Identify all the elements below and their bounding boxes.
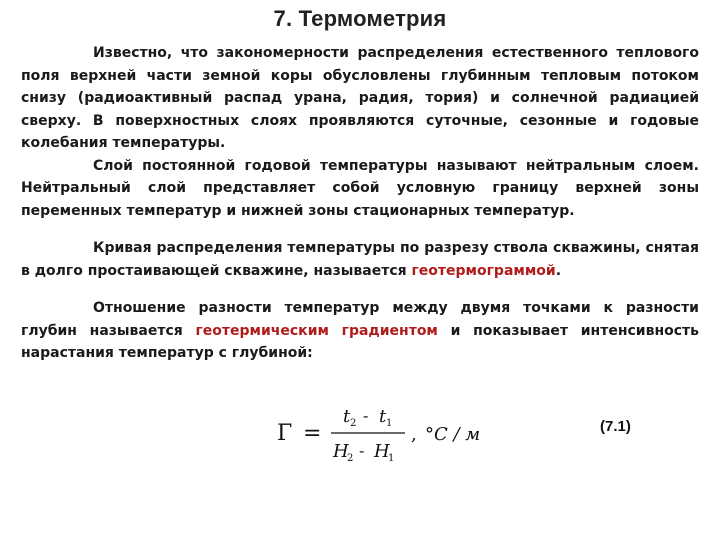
paragraph-text: и показывает интенсивность нарастания температур с глубиной: bbox=[21, 322, 700, 361]
paragraph-text: . bbox=[555, 262, 562, 279]
paragraph-neutral-layer: Слой постоянной годовой температуры называют нейтральным слоем. Нейтральный слой представляет собой условную границу верхней зоны переменных температур и нижней зоны стационарных температур. bbox=[21, 157, 699, 219]
page-title: 7. Термометрия bbox=[273, 6, 447, 31]
paragraph-geothermogram bbox=[21, 237, 699, 282]
formula-num-t2: t bbox=[343, 406, 351, 427]
formula-num-t1: t bbox=[379, 406, 387, 427]
formula-gamma: Γ bbox=[277, 421, 293, 446]
formula-number: (7.1) bbox=[600, 418, 631, 435]
formula-num-t2-sub: 2 bbox=[350, 418, 357, 429]
formula-den-h1: H bbox=[374, 441, 390, 462]
formula-equals: = bbox=[303, 421, 322, 446]
main-text bbox=[21, 42, 699, 365]
formula-den-h2: H bbox=[333, 441, 349, 462]
formula-den-h2-sub: 2 bbox=[347, 453, 354, 464]
paragraph-heat-field: Известно, что закономерности распределения естественного теплового поля верхней части земной коры обусловлены глубинным тепловым потоком снизу (радиоактивный распад урана, радия, тория) и солнечной радиацией сверху. В поверхностных слоях проявляются суточные, сезонные и годовые колебания температуры. bbox=[21, 45, 699, 151]
formula-comma: , bbox=[411, 424, 417, 445]
paragraph-gradient bbox=[21, 297, 699, 365]
formula-den-h1-sub: 1 bbox=[388, 453, 395, 464]
formula-num-t1-sub: 1 bbox=[386, 418, 393, 429]
gradient-formula bbox=[275, 395, 515, 475]
formula-den-minus: - bbox=[359, 441, 365, 460]
formula-unit: °C / м bbox=[425, 424, 481, 445]
paragraph-text: Отношение разности температур между двумя точками к разности глубин называется bbox=[21, 300, 699, 339]
term-geothermogram: геотермограммой bbox=[411, 262, 556, 279]
formula-num-minus: - bbox=[363, 406, 369, 425]
term-geothermal-gradient: геотермическим градиентом bbox=[195, 322, 438, 339]
paragraph-text: Кривая распределения температуры по разрезу ствола скважины, снятая в долго простаивающей скважине, называется bbox=[21, 240, 699, 279]
